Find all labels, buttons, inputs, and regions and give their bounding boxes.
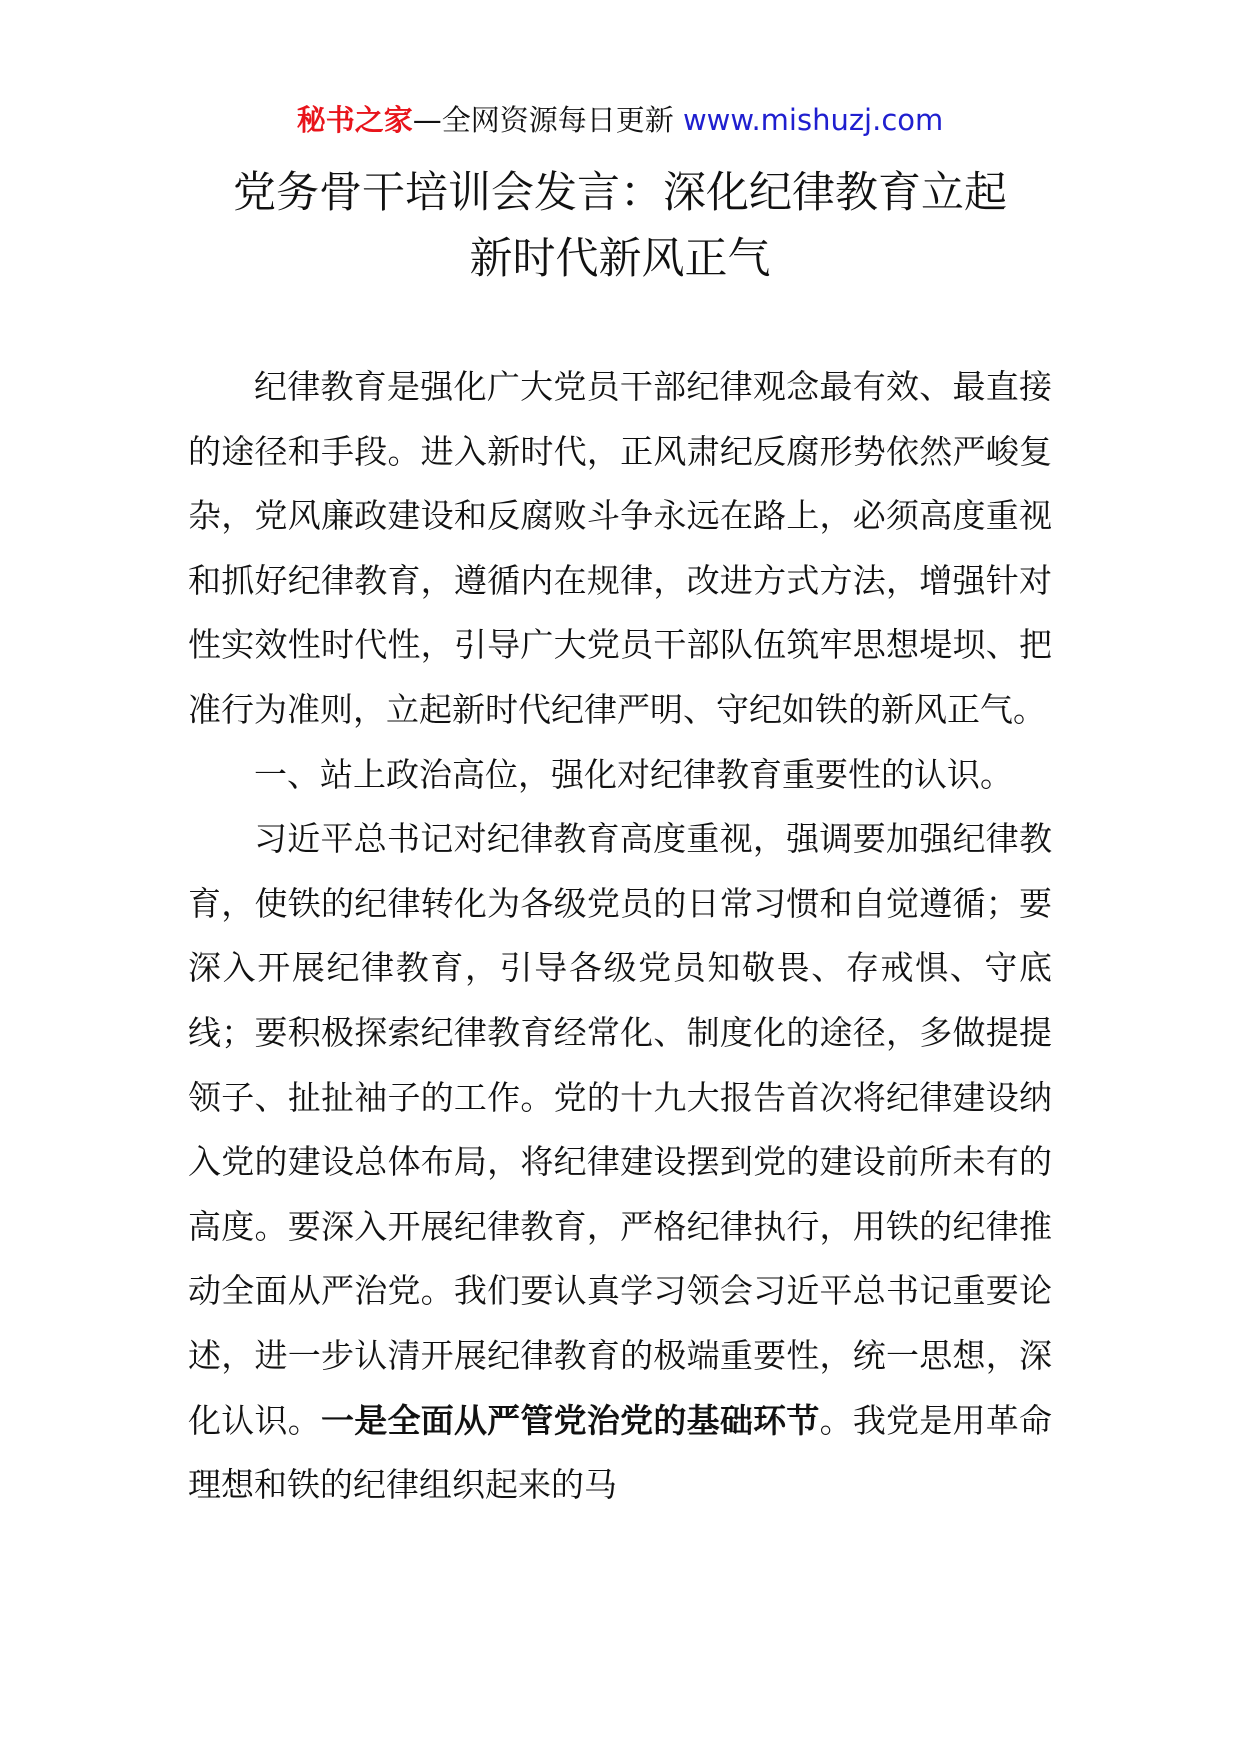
title-line-1: 党务骨干培训会发言：深化纪律教育立起 — [233, 168, 1007, 218]
intro-paragraph: 纪律教育是强化广大党员干部纪律观念最有效、最直接的途径和手段。进入新时代，正风肃纪反腐形势依然严峻复杂，党风廉政建设和反腐败斗争永远在路上，必须高度重视和抓好纪律教育，遵循内在规律，改进方式方法，增强针对性实效性时代性，引导广大党员干部队伍筑牢思想堤坝、把准行为准则，立起新时代纪律严明、守纪如铁的新风正气。 — [188, 367, 1052, 729]
brand-name: 秘书之家 — [296, 103, 413, 137]
section-1-paragraph — [188, 807, 1052, 1518]
paragraph-tail: 。我党是用革命理想和铁的纪律组织起来的马 — [188, 1400, 1053, 1505]
paragraph-text: 习近平总书记对纪律教育高度重视，强调要加强纪律教育，使铁的纪律转化为各级党员的日常习惯和自觉遵循；要深入开展纪律教育，引导各级党员知敬畏、存戒惧、守底线；要积极探索纪律教育经常化、制度化的途径，多做提提领子、扯扯袖子的工作。党的十九大报告首次将纪律建设纳入党的建设总体布局，将纪律建设摆到党的建设前所未有的高度。要深入开展纪律教育，严格纪律执行，用铁的纪律推动全面从严治党。我们要认真学习领会习近平总书记重要论述，进一步认清开展纪律教育的极端重要性，统一思想，深化认识。 — [188, 819, 1052, 1440]
header-tagline: —全网资源每日更新 — [412, 103, 674, 137]
document-title — [160, 160, 1080, 292]
title-line-2: 新时代新风正气 — [469, 234, 771, 284]
site-header — [0, 100, 1240, 140]
site-url-link[interactable]: www.mishuzj.com — [682, 103, 944, 137]
document-body — [188, 355, 1052, 1518]
section-heading-1: 一、站上政治高位，强化对纪律教育重要性的认识。 — [254, 754, 1013, 794]
bold-point-1: 一是全面从严管党治党的基础环节 — [320, 1400, 820, 1440]
